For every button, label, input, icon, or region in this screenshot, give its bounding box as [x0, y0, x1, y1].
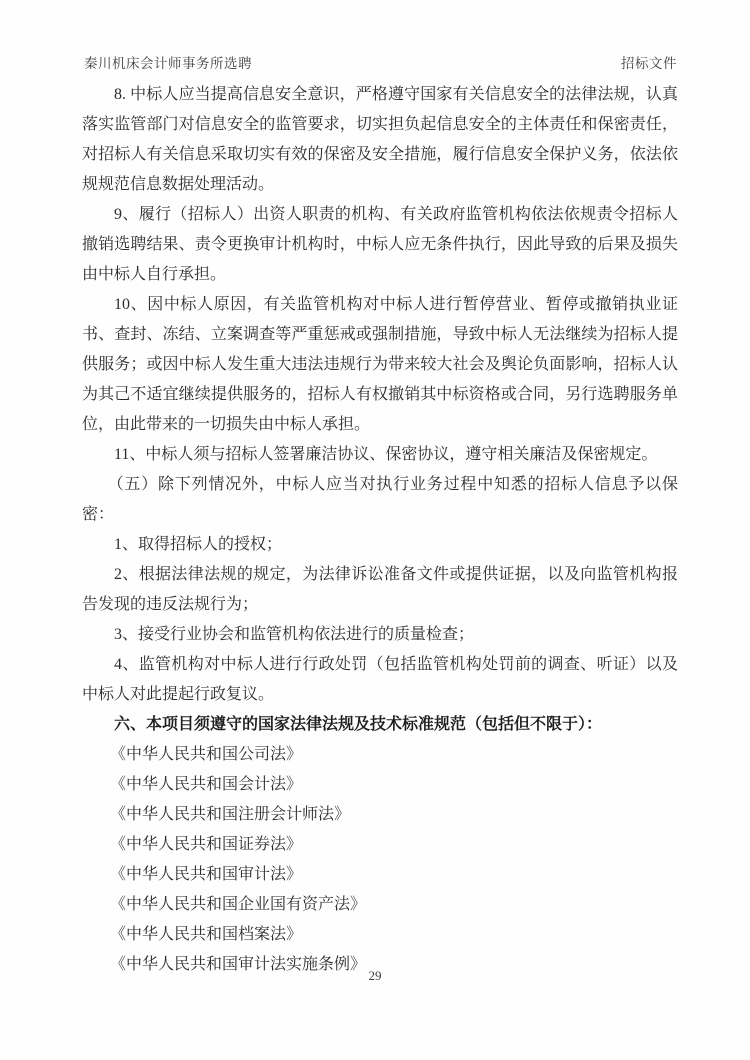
header-left-title: 秦川机床会计师事务所选聘	[84, 56, 252, 71]
law-item-audit-regulations: 《中华人民共和国审计法实施条例》	[110, 956, 367, 973]
law-item-audit-law: 《中华人民共和国审计法》	[110, 866, 303, 883]
law-item-cpa-law: 《中华人民共和国注册会计师法》	[110, 806, 351, 823]
section-6-heading: 六、本项目须遵守的国家法律法规及技术标准规范（包括但不限于）：	[114, 716, 603, 733]
clause-5-item-2: 2、根据法律法规的规定，为法律诉讼准备文件或提供证据，以及向监管机构报告发现的违反法规行为；	[82, 566, 678, 613]
law-item-accounting-law: 《中华人民共和国会计法》	[110, 776, 303, 793]
header-right-label: 招标文件	[621, 56, 677, 71]
page-footer	[0, 968, 750, 984]
clause-5-item-3: 3、接受行业协会和监管机构依法进行的质量检查；	[114, 626, 475, 643]
paragraph-8: 8. 中标人应当提高信息安全意识，严格遵守国家有关信息安全的法律法规，认真落实监管部门对信息安全的监管要求，切实担负起信息安全的主体责任和保密责任，对招标人有关信息采取切实有效的保密及安全措施，履行信息安全保护义务，依法依规规范信息数据处理活动。	[82, 86, 678, 193]
document-body	[82, 80, 678, 980]
law-item-securities-law: 《中华人民共和国证券法》	[110, 836, 303, 853]
paragraph-11: 11、中标人须与招标人签署廉洁协议、保密协议，遵守相关廉洁及保密规定。	[114, 446, 658, 463]
clause-5-item-4: 4、监管机构对中标人进行行政处罚（包括监管机构处罚前的调查、听证）以及中标人对此提起行政复议。	[82, 656, 678, 703]
paragraph-10: 10、因中标人原因，有关监管机构对中标人进行暂停营业、暂停或撤销执业证书、查封、冻结、立案调查等严重惩戒或强制措施，导致中标人无法继续为招标人提供服务；或因中标人发生重大违法违规行为带来较大社会及舆论负面影响，招标人认为其己不适宜继续提供服务的，招标人有权撤销其中标资格或合同，另行选聘服务单位，由此带来的一切损失由中标人承担。	[82, 296, 678, 433]
page-header	[84, 52, 677, 72]
law-item-archives-law: 《中华人民共和国档案法》	[110, 926, 303, 943]
law-item-state-assets-law: 《中华人民共和国企业国有资产法》	[110, 896, 367, 913]
page-number: 29	[368, 968, 382, 983]
law-item-company-law: 《中华人民共和国公司法》	[110, 746, 303, 763]
clause-5-heading: （五）除下列情况外，中标人应当对执行业务过程中知悉的招标人信息予以保密：	[82, 476, 678, 523]
clause-5-item-1: 1、取得招标人的授权；	[114, 536, 283, 553]
paragraph-9: 9、履行（招标人）出资人职责的机构、有关政府监管机构依法依规责令招标人撤销选聘结果、责令更换审计机构时，中标人应无条件执行，因此导致的后果及损失由中标人自行承担。	[82, 206, 678, 283]
